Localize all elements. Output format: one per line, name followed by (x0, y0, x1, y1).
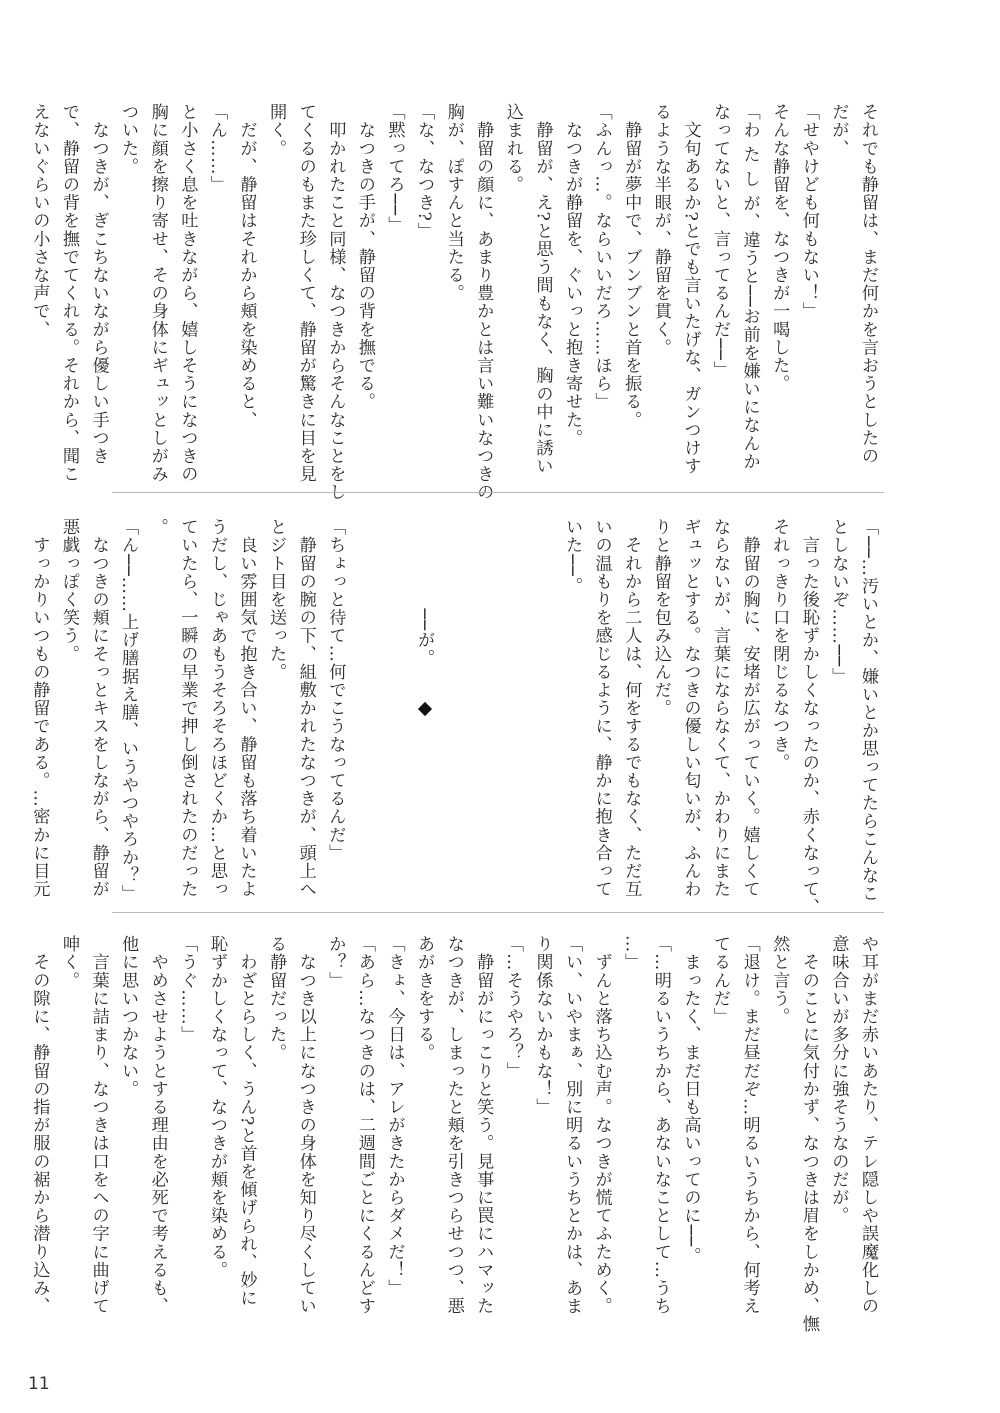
text-column: や耳がまだ赤いあたり、テレ隠しや誤魔化しの (858, 935, 878, 1316)
text-column: り関係ないかもな！」 (532, 935, 553, 1116)
text-column: えないぐらいの小さな声で、 (29, 103, 50, 339)
text-column: 他に思いつかない。 (118, 935, 139, 1098)
text-column: 「ん──……上げ膳据え膳、いうやつやろか？」 (118, 518, 139, 903)
text-column: 「…そうやろ？」 (502, 935, 523, 1080)
text-column: 「──…汚いとか、嫌いとか思ってたらこんなこ (858, 518, 878, 903)
text-column: 呻く。 (58, 935, 79, 990)
text-column: …」 (621, 935, 642, 972)
text-column: 「な、なつき?」 (414, 103, 435, 240)
text-column: 胸に顔を擦り寄せ、その身体にギュッとしがみ (147, 103, 168, 484)
text-column: るような半眼が、静留を貫く。 (650, 103, 671, 357)
text-column: 意味合いが多分に強そうなのだが。 (828, 935, 849, 1225)
text-column: ならないが、言葉にならなくて、かわりにまた (710, 518, 731, 899)
text-column: なってないと、言ってるんだ──」 (710, 103, 731, 379)
text-column: で、静留の背を撫でてくれる。それから、聞こ (58, 103, 79, 484)
text-column: ついた。 (118, 103, 139, 176)
text-column: 開く。 (266, 103, 287, 158)
text-column: としないぞ……──」 (828, 518, 849, 686)
text-column: 言った後恥ずかしくなったのか、赤くなって、 (798, 518, 819, 917)
text-column: いの温もりを感じるように、静かに抱き合って (591, 518, 612, 899)
text-column (382, 518, 407, 890)
text-column: なつきが、しまったと頬を引きつらせつつ、悪 (443, 935, 464, 1316)
text-column: あがきをする。 (414, 935, 435, 1062)
text-tier-middle (29, 518, 880, 917)
text-column: 静留がにっこりと笑う。見事に罠にハマッた (473, 935, 494, 1316)
text-column: わざとらしく、うん?と首を傾げられ、妙に (236, 935, 257, 1308)
text-column: 「せやけども何もない！」 (798, 103, 819, 321)
text-column: なつきの手が、静留の背を撫でる。 (354, 103, 375, 411)
text-column: まったく、まだ日も高いってのに──。 (680, 935, 701, 1266)
text-column: 文句あるか?とでも言いたげな、ガンつけす (680, 103, 701, 476)
text-tier-bottom (29, 935, 880, 1334)
text-column: 「うぐ……」 (177, 935, 198, 1044)
text-column (500, 518, 525, 890)
text-tier-top (29, 103, 880, 502)
text-column: 胸が、ぽすんと当たる。 (443, 103, 464, 303)
text-column: 「ふんっ…。ならいいだろ……ほら」 (591, 103, 612, 411)
text-column: 「わ た し が、違うと──お前を嫌いになんか (739, 103, 760, 471)
text-column: 「ちょっと待て…何でこうなってるんだ」 (325, 518, 346, 862)
text-column: 静留の顔に、あまり豊かとは言い難いなつきの (473, 103, 494, 502)
text-column: なつきが静留を、ぐいっと抱き寄せた。 (562, 103, 583, 447)
text-column: 「退け。まだ昼だぞ…明るいうちから、何考え (739, 935, 760, 1316)
text-column: なつきが、ぎこちないながら優しい手つき (88, 103, 109, 465)
text-column: 然と言う。 (769, 935, 790, 1026)
text-column: うだし、じゃあもうそろそろほどくか…と思っ (206, 518, 227, 899)
text-column: 「ん……」 (206, 103, 227, 194)
text-column: そのことに気付かず、なつきは眉をしかめ、憮 (798, 935, 819, 1334)
text-column: 。 (147, 518, 168, 537)
text-column: ていたら、一瞬の早業で押し倒されたのだった (177, 518, 198, 899)
text-column: 「きょ、今日は、アレがきたからダメだ！」 (384, 935, 405, 1297)
text-column: いた──。 (562, 518, 583, 595)
text-column: すっかりいつもの静留である。…密かに目元 (29, 518, 50, 899)
text-column: る静留だった。 (266, 935, 287, 1062)
text-column: それっきり口を閉じるなつき。 (769, 518, 790, 772)
text-column: ギュッとする。なつきの優しい匂いが、ふんわ (680, 518, 701, 899)
text-column: 「あら…なつきのは、二週間ごとにくるんどす (354, 935, 375, 1316)
text-column: 「…明るいうちから、あないなことして…うち (650, 935, 671, 1316)
text-column: 静留の腕の下、組敷かれたなつきが、頭上へ (295, 518, 316, 899)
text-column: 恥ずかしくなって、なつきが頬を染める。 (206, 935, 227, 1279)
text-column (529, 518, 554, 890)
text-column: 静留が夢中で、ブンブンと首を振る。 (621, 103, 642, 429)
text-column: と小さく息を吐きながら、嬉しそうになつきの (177, 103, 198, 484)
text-column: 言葉に詰まり、なつきは口をへの字に曲げて (88, 935, 109, 1316)
text-column: だが、 (828, 103, 849, 158)
text-column: それでも静留は、まだ何かを言おうとしたの (858, 103, 878, 465)
text-column: 叩かれたこと同様、なつきからそんなことをし (325, 103, 346, 502)
text-column: だが、静留はそれから頬を染めると、 (236, 103, 257, 429)
text-column: やめさせようとする理由を必死で考えるも、 (147, 935, 168, 1316)
text-column: 静留の胸に、安堵が広がっていく。嬉しくて (739, 518, 760, 899)
tier-divider-top (112, 492, 884, 493)
text-column: てるんだ」 (710, 935, 731, 1026)
text-column: 「い、いやまぁ、別に明るいうちとかは、あま (562, 935, 583, 1316)
text-column: とジト目を送った。 (266, 518, 287, 681)
text-column: なつきの頬にそっとキスをしながら、静留が (88, 518, 109, 899)
text-column: か？」 (325, 935, 346, 990)
text-column: 静留が、え?と思う間もなく、胸の中に誘い (532, 103, 553, 476)
text-column (470, 518, 495, 890)
text-column: 良い雰囲気で抱き合い、静留も落ち着いたよ (236, 518, 257, 899)
text-column: そんな静留を、なつきが一喝した。 (769, 103, 790, 393)
text-column: ──が。 (414, 518, 435, 668)
text-column: 「黙ってろ──」 (384, 103, 405, 235)
text-column (352, 518, 377, 890)
text-column: ずんと落ち込む声。なつきが慌てふためく。 (591, 935, 612, 1316)
text-column: りと静留を包み込んだ。 (650, 518, 671, 718)
text-column: てくるのもまた珍しくて、静留が驚きに目を見 (295, 103, 316, 484)
tier-divider-bottom (112, 912, 884, 913)
text-column: 悪戯っぽく笑う。 (58, 518, 79, 663)
text-column: 込まれる。 (502, 103, 523, 194)
text-column: なつき以上になつきの身体を知り尽くしてい (295, 935, 316, 1316)
text-column: その隙に、静留の指が服の裾から潜り込み、 (29, 935, 50, 1316)
text-column: それから二人は、何をするでもなく、ただ互 (621, 518, 642, 899)
page-number: 11 (28, 1374, 50, 1394)
text-column (441, 518, 466, 890)
